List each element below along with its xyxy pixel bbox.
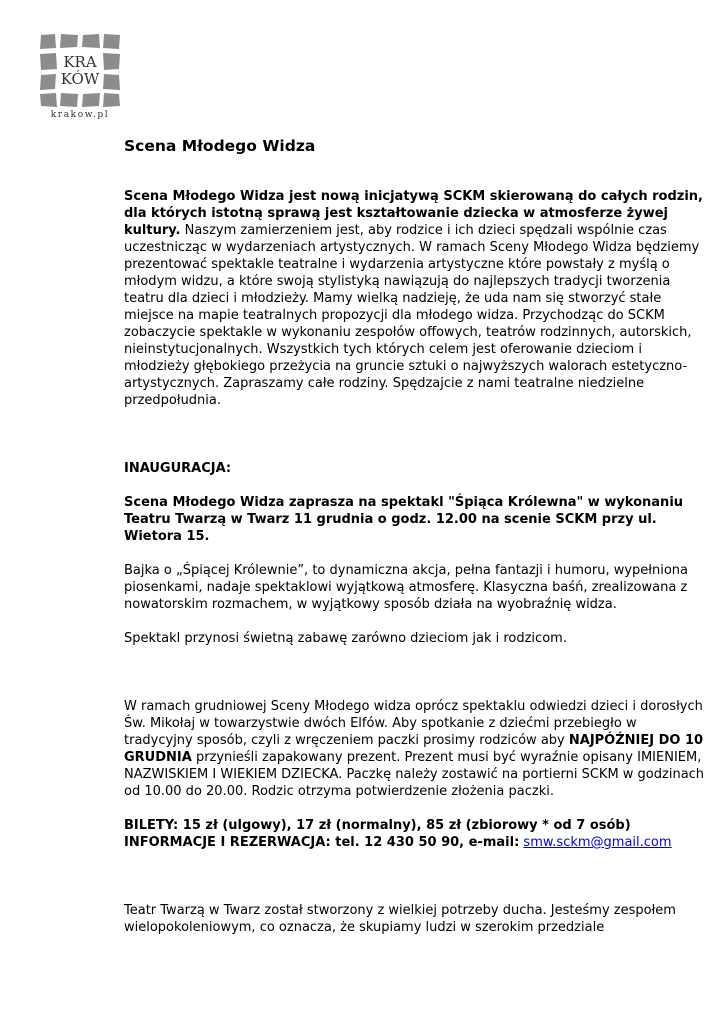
logo-caption: krakow.pl	[50, 110, 110, 120]
show-description: Bajka o „Śpiącej Królewnie”, to dynamiczna akcja, pełna fantazji i humoru, wypełniona piosenkami, nadaje spektaklowi wyjątkową atmosferę. Klasyczna baśń, zrealizowana z nowatorskim rozmachem, w wyjątkowy sposób działa na wyobraźnię widza.	[124, 563, 688, 612]
santa-paragraph: W ramach grudniowej Sceny Młodego widza oprócz spektaklu odwiedzi dzieci i dorosłych Św. Mikołaj w towarzystwie dwóch Elfów. Aby spotkanie z dziećmi przebiegło w tradycyjny sposób, czyli z wręczeniem paczki prosimy rodziców aby NAJPÓŹNIEJ DO 10 GRUDNIA przynieśli zapakowany prezent. Prezent musi być wyraźnie opisany IMIENIEM, NAZWISKIEM I WIEKIEM DZIECKA. Paczkę należy zostawić na portierni SCKM w godzinach od 10.00 do 20.00. Rodzic otrzyma potwierdzenie złożenia paczki.	[124, 699, 705, 799]
intro-text: Naszym zamierzeniem jest, aby rodzice i ich dzieci spędzali wspólnie czas uczestnicząc w wydarzeniach artystycznych. W ramach Sceny Młodego Widza będziemy prezentować spektakle teatralne i wydarzenia artystyczne które powstały z myślą o młodym widzu, a które swoją stylistyką nawiązują do najlepszych tradycji tworzenia teatru dla dzieci i młodzieży. Mamy wielką nadzieję, że uda nam się stworzyć stałe miejsce na mapie teatralnych propozycji dla młodego widza. Przychodząc do SCKM zobaczycie spektakle w wykonaniu zespołów offowych, teatrów rodzinnych, autorskich, nieinstytucjonalnych. Wszystkich tych których celem jest oferowanie dzieciom i młodzieży głębokiego przeżycia na gruncie sztuki o najwyższych walorach estetyczno-artystycznych. Zapraszamy całe rodziny. Spędzajcie z nami teatralne niedzielne przedpołudnia.	[124, 223, 700, 408]
contact-label: INFORMACJE I REZERWACJA: tel. 12 430 50 90, e-mail:	[124, 835, 520, 850]
krakow-logo-mark	[38, 32, 122, 108]
contact-line	[124, 834, 706, 851]
tickets-line: BILETY: 15 zł (ulgowy), 17 zł (normalny), 85 zł (zbiorowy * od 7 osób)	[124, 818, 631, 833]
krakow-logo	[38, 32, 122, 124]
intro-bold-lead: Scena Młodego Widza jest nową inicjatywą SCKM skierowaną do całych rodzin, dla których istotną sprawą jest kształtowanie dziecka w atmosferze żywej kultury.	[124, 189, 703, 238]
fun-line: Spektakl przynosi świetną zabawę zarówno dzieciom jak i rodzicom.	[124, 631, 567, 646]
email-link[interactable]: smw.sckm@gmail.com	[523, 835, 672, 850]
page-title: Scena Młodego Widza	[124, 137, 316, 155]
logo-line2: KÓW	[60, 70, 100, 88]
intro-paragraph	[124, 188, 706, 409]
about-paragraph: Teatr Twarzą w Twarz został stworzony z wielkiej potrzeby ducha. Jesteśmy zespołem wielopokoleniowym, co oznacza, że skupiamy ludzi w szerokim przedziale	[124, 903, 676, 935]
event-announcement: Scena Młodego Widza zaprasza na spektakl "Śpiąca Królewna" w wykonaniu Teatru Twarzą w Twarz 11 grudnia o godz. 12.00 na scenie SCKM przy ul. Wietora 15.	[124, 495, 684, 544]
logo-line1: KRA	[63, 53, 97, 71]
document-body	[124, 136, 706, 936]
deadline-highlight: NAJPÓŹNIEJ DO 10 GRUDNIA	[124, 733, 704, 765]
inauguration-heading: INAUGURACJA:	[124, 461, 232, 476]
